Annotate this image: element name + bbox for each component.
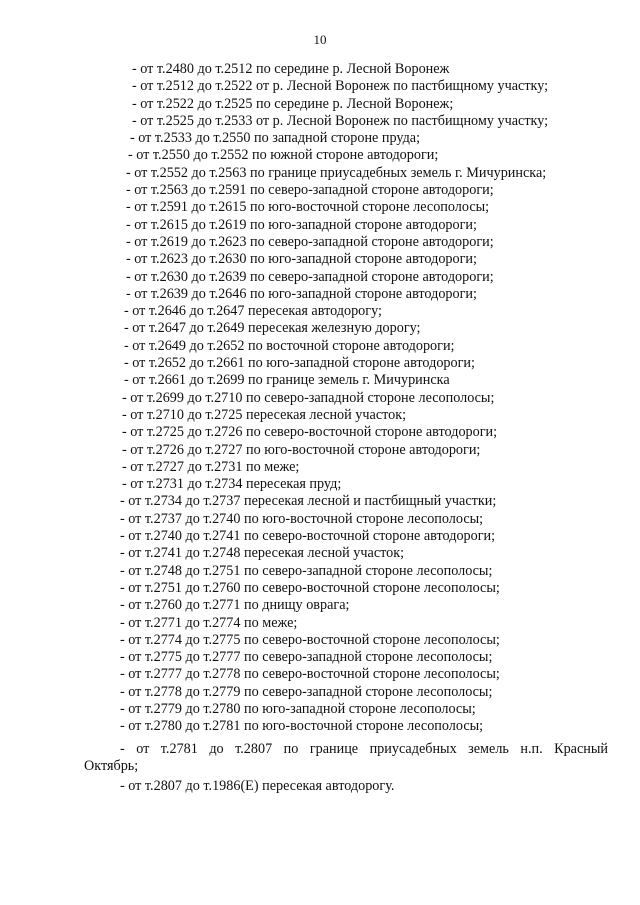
- list-item: - от т.2649 до т.2652 по восточной стороне автодороги;: [124, 337, 455, 354]
- list-item: - от т.2639 до т.2646 по юго-западной стороне автодороги;: [126, 285, 477, 302]
- final-paragraph: [84, 741, 608, 776]
- list-item: - от т.2552 до т.2563 по границе приусадебных земель г. Мичуринска;: [126, 164, 547, 181]
- list-item: - от т.2778 до т.2779 по северо-западной стороне лесополосы;: [120, 683, 493, 700]
- boundary-list: [0, 61, 640, 736]
- list-item: - от т.2512 до т.2522 от р. Лесной Воронеж по пастбищному участку;: [132, 78, 549, 95]
- list-item: - от т.2741 до т.2748 пересекая лесной участок;: [120, 545, 405, 562]
- list-item: - от т.2480 до т.2512 по середине р. Лесной Воронеж: [132, 61, 450, 77]
- final-paragraph-line-2: Октябрь;: [84, 758, 139, 775]
- list-item: - от т.2726 до т.2727 по юго-восточной стороне автодороги;: [122, 441, 481, 458]
- list-item: - от т.2779 до т.2780 по юго-западной стороне лесополосы;: [120, 700, 476, 717]
- list-item: - от т.2734 до т.2737 пересекая лесной и пастбищный участки;: [120, 493, 497, 510]
- list-item: - от т.2550 до т.2552 по южной стороне автодороги;: [128, 147, 439, 164]
- list-item: - от т.2563 до т.2591 по северо-западной стороне автодороги;: [126, 182, 494, 199]
- list-item: - от т.2731 до т.2734 пересекая пруд;: [122, 476, 342, 493]
- list-item: - от т.2780 до т.2781 по юго-восточной стороне лесополосы;: [120, 718, 484, 735]
- list-item: - от т.2740 до т.2741 по северо-восточной стороне автодороги;: [120, 528, 496, 545]
- list-item: - от т.2727 до т.2731 по меже;: [122, 458, 300, 475]
- list-item: - от т.2522 до т.2525 по середине р. Лесной Воронеж;: [132, 95, 454, 112]
- list-item: - от т.2619 до т.2623 по северо-западной стороне автодороги;: [126, 233, 494, 250]
- list-item: - от т.2647 до т.2649 пересекая железную дорогу;: [124, 320, 421, 337]
- list-item: - от т.2710 до т.2725 пересекая лесной участок;: [122, 406, 407, 423]
- list-item: - от т.2751 до т.2760 по северо-восточной стороне лесополосы;: [120, 579, 500, 596]
- list-item: - от т.2630 до т.2639 по северо-западной стороне автодороги;: [126, 268, 494, 285]
- list-item: - от т.2615 до т.2619 по юго-западной стороне автодороги;: [126, 216, 477, 233]
- list-item: - от т.2748 до т.2751 по северо-западной стороне лесополосы;: [120, 562, 493, 579]
- list-item: - от т.2591 до т.2615 по юго-восточной стороне лесополосы;: [126, 199, 490, 216]
- list-item: - от т.2777 до т.2778 по северо-восточной стороне лесополосы;: [120, 666, 500, 683]
- list-item: - от т.2737 до т.2740 по юго-восточной стороне лесополосы;: [120, 510, 484, 527]
- list-item: - от т.2699 до т.2710 по северо-западной стороне лесополосы;: [122, 389, 495, 406]
- list-item: - от т.2533 до т.2550 по западной стороне пруда;: [130, 130, 421, 147]
- list-item: - от т.2774 до т.2775 по северо-восточной стороне лесополосы;: [120, 631, 500, 648]
- list-item: - от т.2623 до т.2630 по юго-западной стороне автодороги;: [126, 251, 477, 268]
- list-item: - от т.2661 до т.2699 по границе земель г. Мичуринска: [124, 372, 450, 389]
- list-item: - от т.2725 до т.2726 по северо-восточной стороне автодороги;: [122, 424, 498, 441]
- list-item: - от т.2525 до т.2533 от р. Лесной Воронеж по пастбищному участку;: [132, 112, 549, 129]
- last-list-item: - от т.2807 до т.1986(Е) пересекая автодорогу.: [120, 778, 395, 794]
- final-paragraph-line-1: - от т.2781 до т.2807 по границе приусадебных земель н.п. Красный: [120, 741, 608, 757]
- page-number: 10: [313, 32, 327, 47]
- list-item: - от т.2775 до т.2777 по северо-западной стороне лесополосы;: [120, 649, 493, 666]
- list-item: - от т.2646 до т.2647 пересекая автодорогу;: [124, 303, 382, 320]
- list-item: - от т.2760 до т.2771 по днищу оврага;: [120, 597, 350, 614]
- list-item: - от т.2652 до т.2661 по юго-западной стороне автодороги;: [124, 355, 475, 372]
- list-item: - от т.2771 до т.2774 по меже;: [120, 614, 298, 631]
